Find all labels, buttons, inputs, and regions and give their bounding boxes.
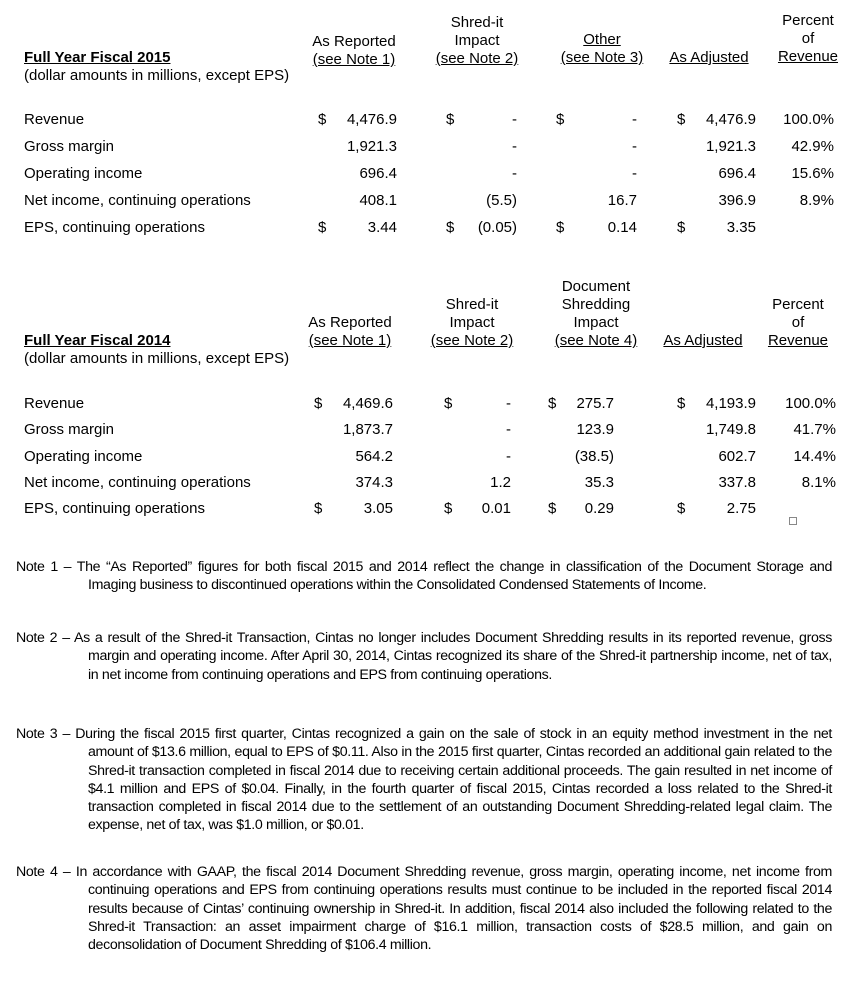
cell-value: (5.5) xyxy=(486,192,517,209)
row-label: Revenue xyxy=(24,395,85,412)
note-text: In accordance with GAAP, the fiscal 2014 Document Shredding revenue, gross margin, operating income, net income from continuing operations and EPS from continuing operations results must continue to be included in the reported fiscal 2014 results because of Cintas’ continuing ownership in Shred-it. In addition, fiscal 2014 also included the following related to the Shred-it Transaction: an asset impairment charge of $16.1 million, transaction costs of $28.5 million, and gain on deconsolidation of Document Shredding of $106.4 million. xyxy=(75,864,833,954)
note-label: Note 1 – xyxy=(16,559,72,575)
row-label: EPS, continuing operations xyxy=(24,500,205,518)
cell-value: 8.1% xyxy=(801,473,836,491)
cell-value: 16.7 xyxy=(607,192,637,209)
cell-value: 100.0% xyxy=(783,111,834,128)
note-label: Note 4 – xyxy=(16,864,71,880)
row-label: Operating income xyxy=(24,165,143,182)
currency-symbol: $ xyxy=(314,500,323,518)
col-header-other: Other (see Note 3) xyxy=(560,31,644,66)
currency-symbol: $ xyxy=(318,219,327,236)
note-1 xyxy=(16,558,832,595)
row-label: Gross margin xyxy=(24,138,115,155)
col-header-percent-of-revenue: Percent of Revenue xyxy=(767,296,829,349)
col-header-document-shredding-impact: Document Shredding Impact (see Note 4) xyxy=(554,278,638,349)
note-label: Note 2 – xyxy=(16,630,70,646)
table-fiscal-2015 xyxy=(0,0,860,250)
row-label: Revenue xyxy=(24,111,85,128)
table-fiscal-2014 xyxy=(0,270,860,530)
cell-value: - xyxy=(632,165,637,182)
cell-value: 1,921.3 xyxy=(705,138,756,155)
cell-value: 1,873.7 xyxy=(342,421,393,439)
note-text: During the fiscal 2015 first quarter, Cintas recognized a gain on the sale of stock in an equity method investment in the net amount of $13.6 million, equal to EPS of $0.11. Also in the 2015 first quarter, Cintas recorded an additional gain related to the Shred-it transaction completed in fiscal 2014 due to receiving certain additional proceeds. The gain resulted in net income of $4.1 million and EPS of $0.04. Finally, in the fourth quarter of fiscal 2015, Cintas recorded a loss related to the Shred-it transaction completed in fiscal 2014 due to the settlement of an outstanding Document Shredding-related legal claim. The expense, net of tax, was $1.0 million, or $0.01. xyxy=(75,726,832,834)
row-label: Gross margin xyxy=(24,421,115,439)
currency-symbol: $ xyxy=(677,111,686,128)
currency-symbol: $ xyxy=(677,500,686,518)
cell-value: 0.01 xyxy=(481,500,511,518)
cell-value: 374.3 xyxy=(355,473,393,491)
col-header-percent-of-revenue: Percent of Revenue xyxy=(777,12,839,65)
checkbox-artifact-icon xyxy=(789,517,797,525)
currency-symbol: $ xyxy=(314,395,323,412)
cell-value: - xyxy=(506,447,511,465)
note-2 xyxy=(16,629,832,684)
cell-value: 696.4 xyxy=(718,165,756,182)
currency-symbol: $ xyxy=(444,500,453,518)
currency-symbol: $ xyxy=(677,219,686,236)
note-text: As a result of the Shred-it Transaction, Cintas no longer includes Document Shredding results in its reported revenue, gross margin and operating income. After April 30, 2014, Cintas recognized its share of the Shred-it partnership income, net of tax, in net income from continuing operations and EPS from continuing operations. xyxy=(74,630,832,683)
cell-value: 41.7% xyxy=(793,421,836,439)
col-header-shred-it-impact: Shred-it Impact (see Note 2) xyxy=(430,296,514,349)
col-header-shred-it-impact: Shred-it Impact (see Note 2) xyxy=(435,14,519,67)
cell-value: 337.8 xyxy=(718,473,756,491)
cell-value: - xyxy=(512,111,517,128)
currency-symbol: $ xyxy=(446,111,455,128)
row-label: EPS, continuing operations xyxy=(24,219,205,236)
cell-value: 3.35 xyxy=(726,219,756,236)
cell-value: 408.1 xyxy=(359,192,397,209)
cell-value: 100.0% xyxy=(785,395,836,412)
row-label: Net income, continuing operations xyxy=(24,473,251,491)
cell-value: 123.9 xyxy=(576,421,614,439)
cell-value: - xyxy=(632,138,637,155)
cell-value: 2.75 xyxy=(726,500,756,518)
table-title: Full Year Fiscal 2015 xyxy=(24,49,171,66)
currency-symbol: $ xyxy=(548,500,557,518)
note-text: The “As Reported” figures for both fiscal 2015 and 2014 reflect the change in classification of the Document Storage and Imaging business to discontinued operations within the Consolidated Condensed Statements of Income. xyxy=(76,559,832,594)
cell-value: - xyxy=(506,421,511,439)
cell-value: 1,749.8 xyxy=(705,421,756,439)
cell-value: 3.44 xyxy=(367,219,397,236)
cell-value: - xyxy=(506,395,511,412)
col-header-as-adjusted: As Adjusted xyxy=(669,49,749,66)
cell-value: (0.05) xyxy=(477,219,517,236)
cell-value: 15.6% xyxy=(791,165,834,182)
col-header-as-reported: As Reported (see Note 1) xyxy=(312,33,396,68)
cell-value: 4,476.9 xyxy=(346,111,397,128)
cell-value: 396.9 xyxy=(718,192,756,209)
cell-value: - xyxy=(512,165,517,182)
cell-value: 35.3 xyxy=(584,473,614,491)
cell-value: 3.05 xyxy=(363,500,393,518)
cell-value: 4,193.9 xyxy=(705,395,756,412)
cell-value: 602.7 xyxy=(718,447,756,465)
row-label: Operating income xyxy=(24,447,143,465)
cell-value: 0.14 xyxy=(607,219,637,236)
currency-symbol: $ xyxy=(677,395,686,412)
cell-value: 4,476.9 xyxy=(705,111,756,128)
cell-value: 14.4% xyxy=(793,447,836,465)
cell-value: 4,469.6 xyxy=(342,395,393,412)
table-subtitle: (dollar amounts in millions, except EPS) xyxy=(24,350,290,367)
currency-symbol: $ xyxy=(548,395,557,412)
note-4 xyxy=(16,863,832,954)
note-3 xyxy=(16,725,832,835)
table-subtitle: (dollar amounts in millions, except EPS) xyxy=(24,67,290,84)
cell-value: 1.2 xyxy=(490,473,511,491)
cell-value: 1,921.3 xyxy=(346,138,397,155)
table-title: Full Year Fiscal 2014 xyxy=(24,332,171,349)
cell-value: 696.4 xyxy=(359,165,397,182)
col-header-as-reported: As Reported (see Note 1) xyxy=(308,314,392,349)
currency-symbol: $ xyxy=(556,111,565,128)
row-label: Net income, continuing operations xyxy=(24,192,251,209)
cell-value: 275.7 xyxy=(576,395,614,412)
note-label: Note 3 – xyxy=(16,726,71,742)
cell-value: (38.5) xyxy=(574,447,614,465)
currency-symbol: $ xyxy=(318,111,327,128)
currency-symbol: $ xyxy=(446,219,455,236)
cell-value: - xyxy=(632,111,637,128)
cell-value: 0.29 xyxy=(584,500,614,518)
col-header-as-adjusted: As Adjusted xyxy=(663,332,743,349)
cell-value: 564.2 xyxy=(355,447,393,465)
cell-value: - xyxy=(512,138,517,155)
currency-symbol: $ xyxy=(556,219,565,236)
cell-value: 8.9% xyxy=(799,192,834,209)
currency-symbol: $ xyxy=(444,395,453,412)
cell-value: 42.9% xyxy=(791,138,834,155)
